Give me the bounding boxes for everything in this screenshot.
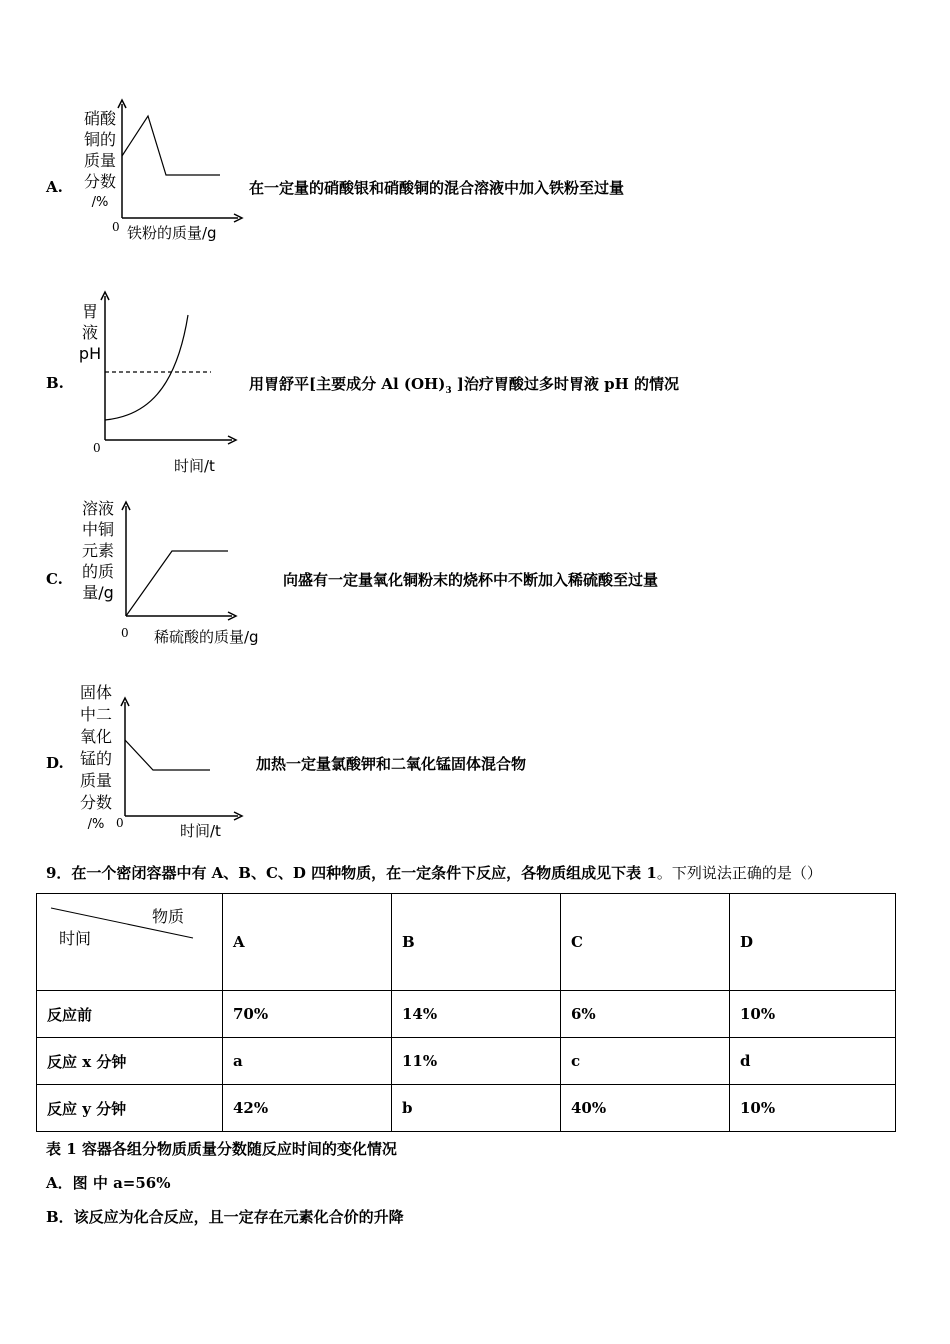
table-cell: 10% bbox=[730, 1085, 896, 1132]
option-b-label: B. bbox=[46, 374, 64, 392]
option-b-description-post: ]治疗胃酸过多时胃液 pH 的情况 bbox=[451, 375, 680, 393]
graph-b-curve bbox=[105, 315, 188, 420]
answer-option-a: A．图 中 a=56% bbox=[46, 1174, 171, 1192]
question-9-stem bbox=[46, 862, 822, 883]
table-cell: 6% bbox=[561, 991, 730, 1038]
table-row-label: 反应 y 分钟 bbox=[37, 1085, 223, 1132]
graph-d-ylabel-line: 锰的 bbox=[79, 749, 112, 768]
diagonal-header bbox=[37, 894, 222, 990]
graph-b-origin: 0 bbox=[93, 441, 101, 455]
graph-c-ylabel-line: 中铜 bbox=[81, 520, 114, 539]
table-cell: 42% bbox=[223, 1085, 392, 1132]
graph-c-curve bbox=[126, 551, 228, 616]
question-9-text: 9．在一个密闭容器中有 A、B、C、D 四种物质，在一定条件下反应，各物质组成见下表 1 bbox=[46, 864, 657, 882]
graph-b-ylabel-line: 胃 bbox=[81, 302, 98, 321]
graph-d-ylabel-line: 固体 bbox=[79, 683, 112, 702]
graph-a-ylabel-line: 硝酸 bbox=[83, 109, 116, 128]
table-cell: 10% bbox=[730, 991, 896, 1038]
graph-d-ylabel-line: 分数 bbox=[79, 793, 112, 812]
table-header-cell: B bbox=[392, 894, 561, 991]
option-d-description: 加热一定量氯酸钾和二氧化锰固体混合物 bbox=[256, 755, 527, 773]
graph-d-xlabel: 时间/t bbox=[180, 822, 221, 840]
table-row-label: 反应前 bbox=[37, 991, 223, 1038]
graph-c-origin: 0 bbox=[121, 626, 129, 640]
option-d-label: D. bbox=[46, 754, 64, 772]
graph-c-ylabel-line: 量/g bbox=[82, 583, 114, 602]
data-table bbox=[36, 893, 896, 1132]
graph-a-curve bbox=[122, 116, 220, 175]
graph-c-ylabel bbox=[80, 498, 116, 603]
table-row bbox=[37, 1085, 896, 1132]
table-cell: c bbox=[561, 1038, 730, 1085]
table-header-cell: A bbox=[223, 894, 392, 991]
table-caption: 表 1 容器各组分物质质量分数随反应时间的变化情况 bbox=[46, 1140, 397, 1158]
answer-option-b: B．该反应为化合反应，且一定存在元素化合价的升降 bbox=[46, 1208, 404, 1226]
table-cell: 40% bbox=[561, 1085, 730, 1132]
option-a-label: A. bbox=[46, 178, 63, 196]
graph-d-ylabel bbox=[78, 682, 114, 836]
graph-a-ylabel-line: 铜的 bbox=[83, 130, 116, 149]
graph-a-ylabel-line: 质量 bbox=[83, 151, 116, 170]
graph-d-curve bbox=[125, 740, 210, 770]
graph-c-ylabel-line: 溶液 bbox=[81, 499, 114, 518]
graph-d-origin: 0 bbox=[116, 816, 124, 830]
option-c-label: C. bbox=[46, 570, 63, 588]
graph-b-ylabel-line: 液 bbox=[81, 323, 98, 342]
table-row bbox=[37, 991, 896, 1038]
graph-d-ylabel-line: /% bbox=[87, 817, 105, 832]
graph-b-ylabel-line: pH bbox=[78, 344, 102, 363]
table-row-label: 反应 x 分钟 bbox=[37, 1038, 223, 1085]
graph-c-ylabel-line: 元素 bbox=[81, 541, 114, 560]
option-b-description bbox=[249, 373, 679, 396]
table-header-cell: C bbox=[561, 894, 730, 991]
table-corner-cell bbox=[37, 894, 223, 991]
table-header-cell: D bbox=[730, 894, 896, 991]
graph-a-ylabel-line: 分数 bbox=[83, 172, 116, 191]
table-cell: b bbox=[392, 1085, 561, 1132]
corner-label-time: 时间 bbox=[59, 929, 92, 948]
graph-c bbox=[116, 500, 246, 624]
table-cell: 70% bbox=[223, 991, 392, 1038]
option-b-description-sub: 3 bbox=[445, 386, 452, 396]
graph-c-xlabel: 稀硫酸的质量/g bbox=[154, 628, 259, 646]
table-row bbox=[37, 1038, 896, 1085]
graph-b-xlabel: 时间/t bbox=[174, 457, 215, 475]
table-header-row bbox=[37, 894, 896, 991]
question-9-prompt: 。下列说法正确的是（） bbox=[656, 864, 822, 882]
graph-d bbox=[118, 696, 250, 822]
graph-a bbox=[110, 98, 250, 228]
corner-label-substance: 物质 bbox=[152, 907, 185, 926]
option-c-description: 向盛有一定量氧化铜粉末的烧杯中不断加入稀硫酸至过量 bbox=[283, 571, 659, 589]
graph-b bbox=[96, 290, 246, 450]
table-cell: 14% bbox=[392, 991, 561, 1038]
table-cell: d bbox=[730, 1038, 896, 1085]
graph-a-origin: 0 bbox=[112, 220, 120, 234]
graph-d-ylabel-line: 中二 bbox=[79, 705, 112, 724]
graph-a-xlabel: 铁粉的质量/g bbox=[127, 224, 217, 242]
graph-a-ylabel-line: /% bbox=[91, 195, 109, 210]
option-b-description-pre: 用胃舒平[主要成分 Al (OH) bbox=[249, 375, 446, 393]
option-a-description: 在一定量的硝酸银和硝酸铜的混合溶液中加入铁粉至过量 bbox=[249, 179, 625, 197]
table-cell: 11% bbox=[392, 1038, 561, 1085]
graph-c-ylabel-line: 的质 bbox=[81, 562, 114, 581]
table-cell: a bbox=[223, 1038, 392, 1085]
graph-d-ylabel-line: 氧化 bbox=[79, 727, 112, 746]
graph-d-ylabel-line: 质量 bbox=[79, 771, 112, 790]
